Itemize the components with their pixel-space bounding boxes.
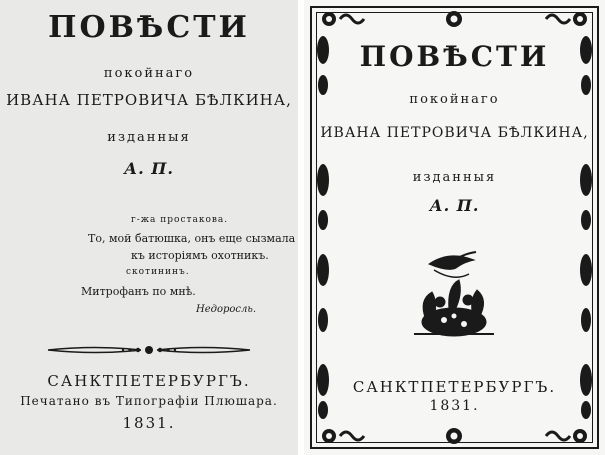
right-title: ПОВѢСТИ [359,40,550,73]
left-border-ornament-icon [313,30,333,425]
epigraph-source: Недоросль. [196,304,257,315]
right-title-page [304,0,605,455]
left-initials: А. П. [124,159,174,178]
epigraph-line-1: То, мой батюшка, онъ еще сызмала [88,232,296,245]
ornamental-rule-icon [46,343,252,357]
left-title: ПОВѢСТИ [48,10,250,45]
epigraph-line-2: къ исторiямъ охотникъ. [131,249,269,262]
right-year: 1831. [429,398,480,414]
bird-vignette-icon [404,250,504,345]
left-year: 1831. [122,414,176,432]
left-subtitle: покойнаго [103,66,195,81]
right-subtitle: покойнаго [409,92,500,107]
left-city: САНКТПЕТЕРБУРГЪ. [47,372,251,390]
epigraph-speaker-2: скотининъ. [126,267,190,277]
right-border-ornament-icon [576,30,596,425]
right-published: изданныя [412,170,497,185]
epigraph-line-3: Митрофанъ по мнѣ. [81,285,196,298]
right-city: САНКТПЕТЕРБУРГЪ. [352,378,557,396]
left-published: изданныя [107,130,191,145]
top-border-ornament-icon [318,8,591,30]
right-initials: А. П. [429,196,480,215]
right-author: ИВАНА ПЕТРОВИЧА БѢЛКИНА, [320,125,589,141]
epigraph-speaker-1: г-жа простакова. [131,215,229,225]
bottom-border-ornament-icon [318,425,591,447]
left-author: ИВАНА ПЕТРОВИЧА БѢЛКИНА, [6,91,292,109]
left-title-page [0,0,298,455]
left-printer: Печатано въ Типографiи Плюшара. [20,394,278,408]
